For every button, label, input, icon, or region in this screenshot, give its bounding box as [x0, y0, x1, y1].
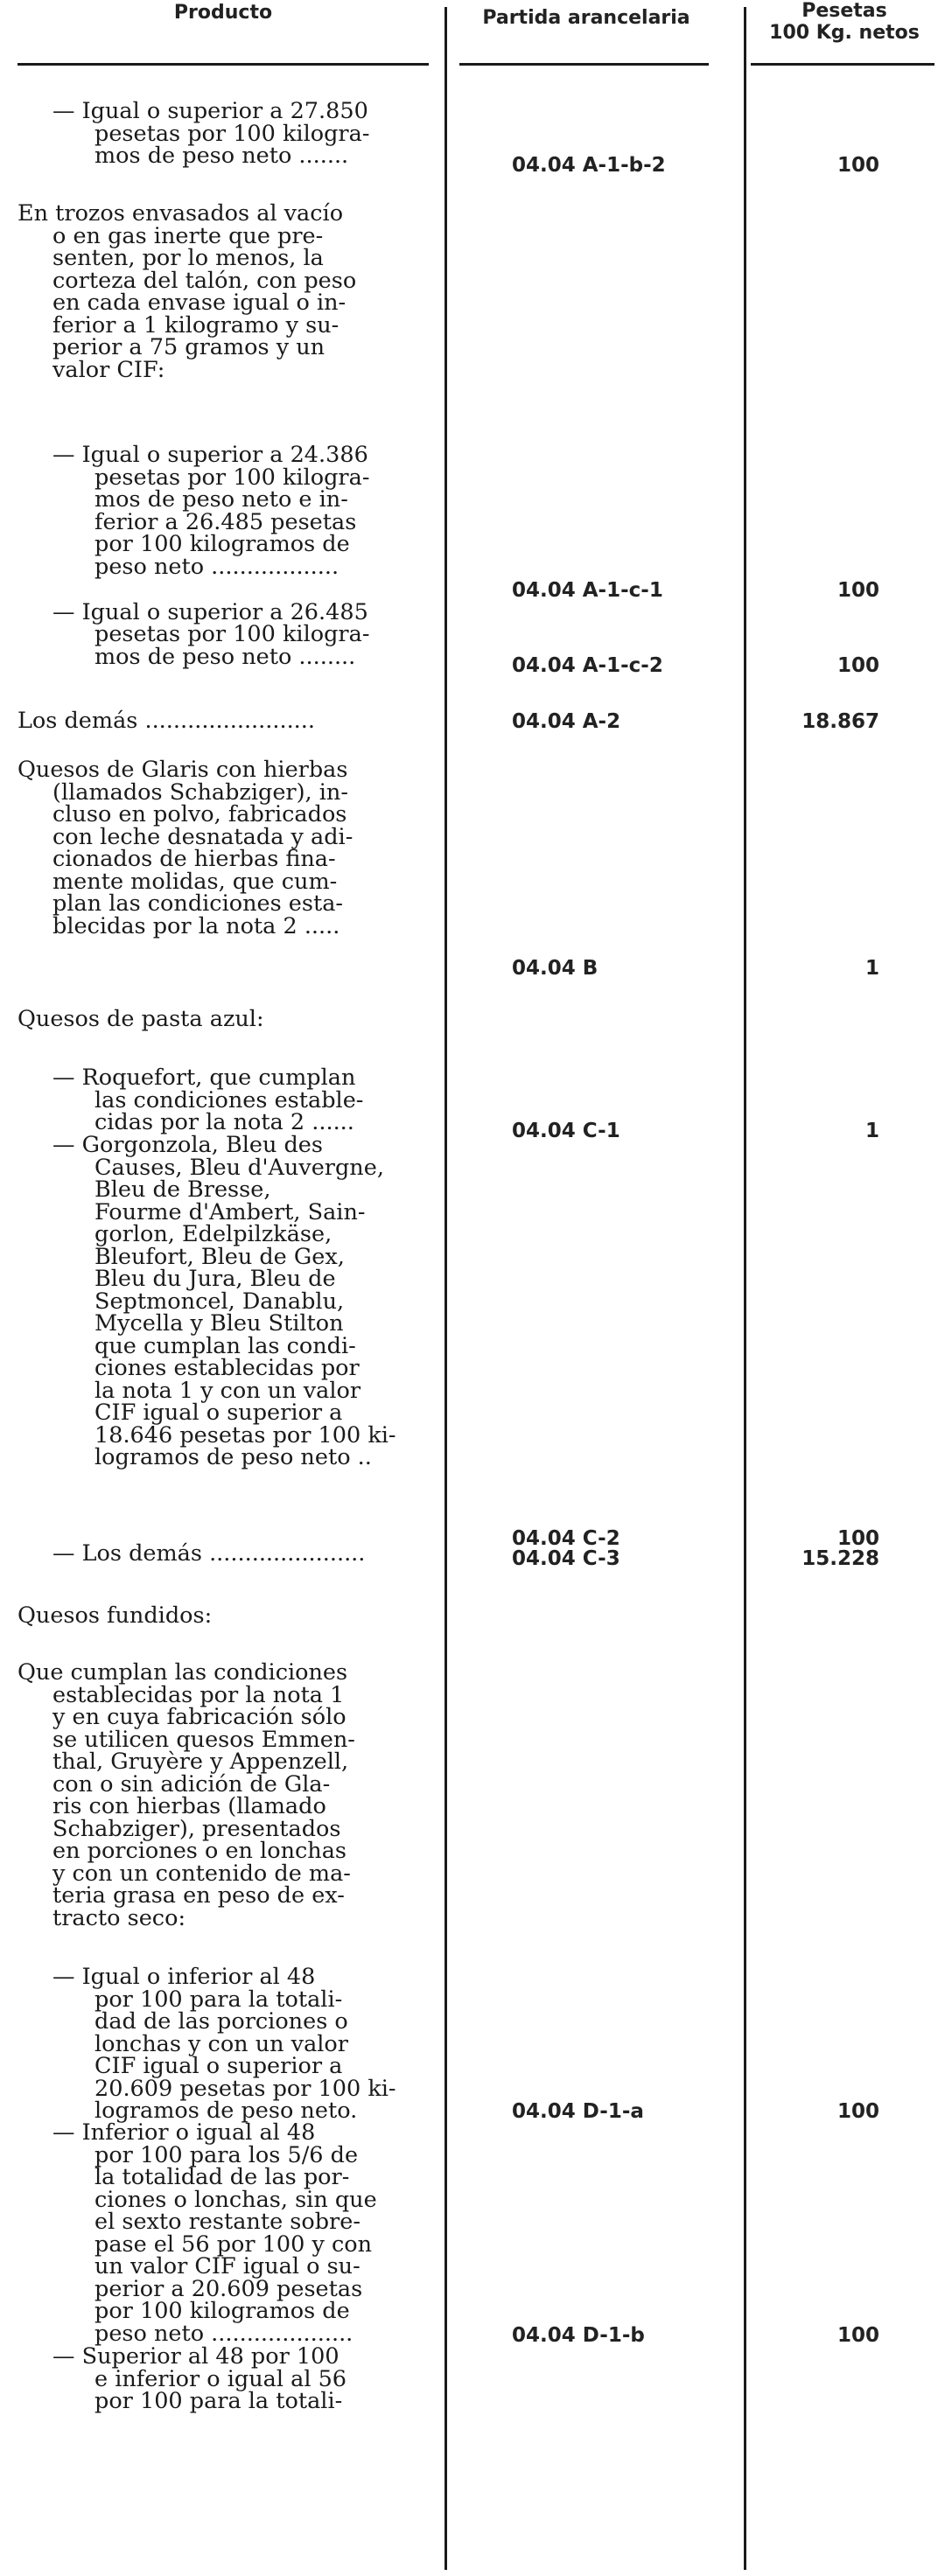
header-rule-pesetas: [751, 63, 934, 66]
entry-valor: 100: [836, 1527, 879, 1550]
column-header-producto: Producto: [173, 2, 273, 24]
entry-text: En trozos envasados al vacío o en gas inerte que pre- senten, por lo menos, la corteza del talón, con peso en cada envase igual o in- ferior a 1 kilogramo y su- perior a 75 gramos y un valor CIF:: [18, 200, 357, 383]
column-header-pesetas: [752, 0, 936, 44]
entry-valor: 100: [836, 2324, 879, 2347]
entry-section-title: Quesos fundidos:: [18, 1602, 213, 1629]
entry-partida: 04.04 A-1-c-1: [512, 579, 663, 602]
column-divider-1: [444, 7, 447, 2570]
entry-partida: 04.04 A-2: [512, 710, 621, 733]
column-header-partida: Partida arancelaria: [482, 7, 690, 29]
entry-text: — Gorgonzola, Bleu des Causes, Bleu d'Auvergne, Bleu de Bresse, Fourme d'Ambert, Sain- gorlon, Edelpilzkäse, Bleufort, Bleu de Gex, Bleu du Jura, Bleu de Septmoncel, Danablu, Mycella y Bleu Stilton que cumplan las condi- ciones establecidas por la nota 1 y con un valor CIF igual o superior a 18.646 pesetas por 100 ki- logramos de peso neto ..: [52, 1132, 396, 1470]
entry-valor: 15.228: [802, 1547, 879, 1570]
entry-partida: 04.04 D-1-b: [512, 2324, 645, 2347]
entry-valor: 18.867: [802, 710, 879, 733]
entry-valor: 100: [836, 579, 879, 602]
entry-partida: 04.04 C-2: [512, 1527, 620, 1550]
entry-valor: 100: [836, 654, 879, 677]
entry-valor: 1: [864, 1120, 879, 1142]
entry-text: Los demás ........................: [18, 708, 316, 734]
entry-valor: 100: [836, 2100, 879, 2123]
entry-valor: 100: [836, 154, 879, 177]
column-header-pesetas-line1: Pesetas: [802, 0, 887, 22]
entry-text: — Igual o superior a 24.386 pesetas por 100 kilogra- mos de peso neto e in- ferior a 26.485 pesetas por 100 kilogramos de peso neto ..................: [52, 442, 370, 580]
entry-text: — Roquefort, que cumplan las condiciones estable- cidas por la nota 2 ......: [52, 1065, 364, 1135]
entry-text: — Superior al 48 por 100 e inferior o igual al 56 por 100 para la totali-: [52, 2343, 347, 2414]
entry-partida: 04.04 A-1-b-2: [512, 154, 666, 177]
entry-text: Que cumplan las condiciones establecidas por la nota 1 y en cuya fabricación sólo se utilicen quesos Emmen- thal, Gruyère y Appenzell, con o sin adición de Gla- ris con hierbas (llamado Schabziger), presentados en porciones o en lonchas y con un contenido de ma- teria grasa en peso de ex- tracto seco:: [18, 1659, 355, 1931]
header-rule-partida: [459, 63, 709, 66]
column-header-pesetas-line2: 100 Kg. netos: [769, 22, 920, 44]
entry-partida: 04.04 D-1-a: [512, 2100, 644, 2123]
header-rule-producto: [18, 63, 429, 66]
entry-valor: 1: [864, 957, 879, 980]
entry-text: Quesos de Glaris con hierbas (llamados Schabziger), in- cluso en polvo, fabricados con leche desnatada y adi- cionados de hierbas fina- mente molidas, que cum- plan las condiciones esta- blecidas por la nota 2 .....: [18, 757, 354, 939]
column-divider-2: [744, 7, 746, 2570]
entry-partida: 04.04 C-1: [512, 1120, 620, 1142]
entry-text: — Igual o superior a 27.850 pesetas por 100 kilogra- mos de peso neto .......: [52, 98, 370, 169]
entry-partida: 04.04 B: [512, 957, 598, 980]
entry-partida: 04.04 A-1-c-2: [512, 654, 663, 677]
entry-text: — Igual o inferior al 48 por 100 para la totali- dad de las porciones o lonchas y con un valor CIF igual o superior a 20.609 pesetas por 100 ki- logramos de peso neto.: [52, 1964, 396, 2124]
entry-section-title: Quesos de pasta azul:: [18, 1006, 264, 1032]
entry-text: — Igual o superior a 26.485 pesetas por 100 kilogra- mos de peso neto ........: [52, 598, 370, 670]
entry-partida: 04.04 C-3: [512, 1547, 620, 1570]
entry-text: — Los demás ......................: [52, 1540, 366, 1567]
entry-text: — Inferior o igual al 48 por 100 para los 5/6 de la totalidad de las por- ciones o lonchas, sin que el sexto restante sobre- pase el 56 por 100 y con un valor CIF igual o su- perior a 20.609 pesetas por 100 kilogramos de peso neto ....................: [52, 2119, 377, 2347]
